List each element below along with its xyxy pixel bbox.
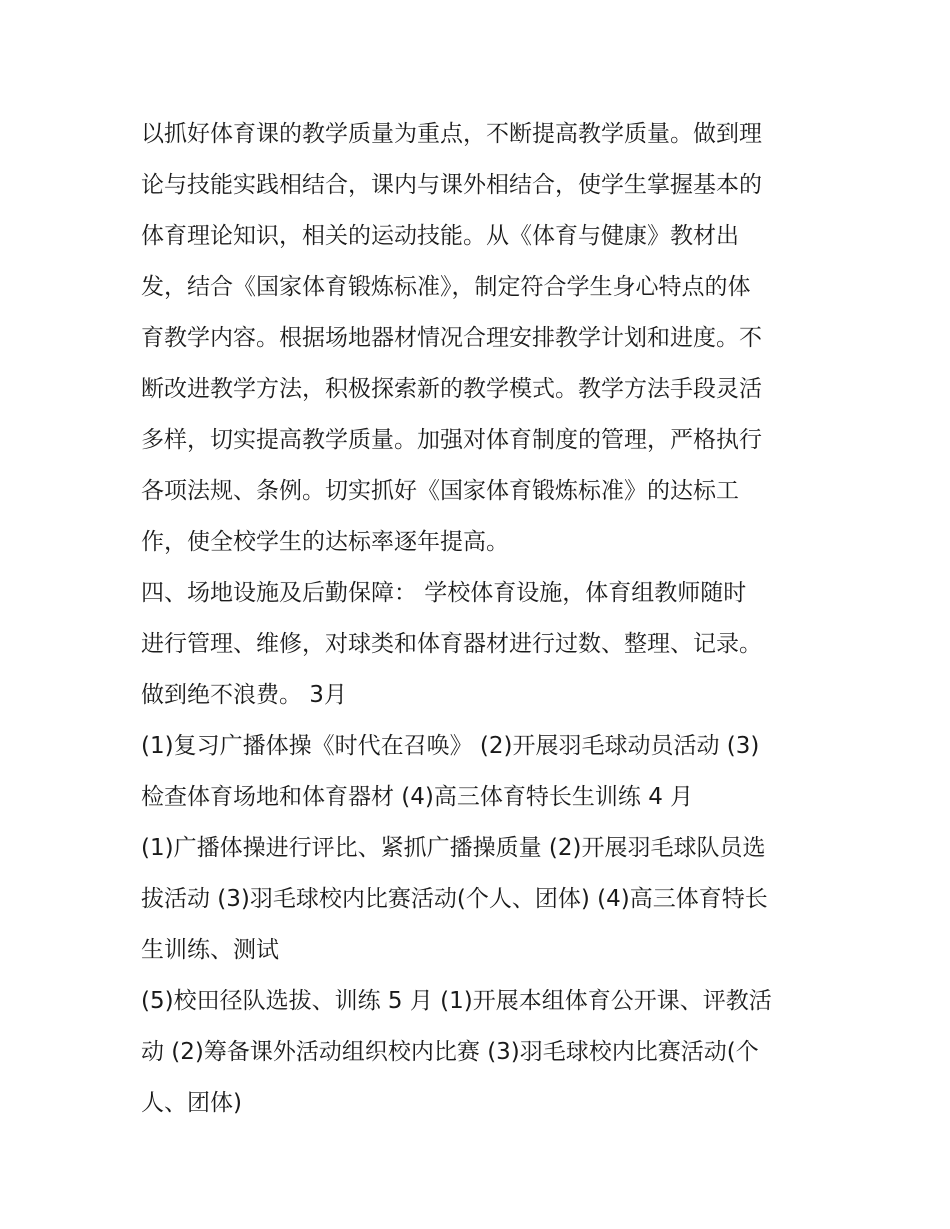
schedule-line: 人、团体) <box>141 1090 242 1116</box>
schedule-line: (1)复习广播体操《时代在召唤》 (2)开展羽毛球动员活动 (3) <box>141 733 760 759</box>
text-line: 育教学内容。根据场地器材情况合理安排教学计划和进度。不 <box>141 325 762 351</box>
schedule-line: (1)广播体操进行评比、紧抓广播操质量 (2)开展羽毛球队员选 <box>141 835 766 861</box>
text-line: 进行管理、维修，对球类和体育器材进行过数、整理、记录。 <box>141 631 762 657</box>
text-line: 各项法规、条例。切实抓好《国家体育锻炼标准》的达标工 <box>141 478 739 504</box>
schedule-line: 检查体育场地和体育器材 (4)高三体育特长生训练 4 月 <box>141 784 694 810</box>
schedule-line: (5)校田径队选拔、训练 5 月 (1)开展本组体育公开课、评教活 <box>141 988 772 1014</box>
text-line: 体育理论知识，相关的运动技能。从《体育与健康》教材出 <box>141 223 739 249</box>
text-line: 作，使全校学生的达标率逐年提高。 <box>141 529 509 555</box>
text-line: 以抓好体育课的教学质量为重点，不断提高教学质量。做到理 <box>141 121 762 147</box>
text-line: 多样，切实提高教学质量。加强对体育制度的管理，严格执行 <box>141 427 762 453</box>
schedule-line: 拔活动 (3)羽毛球校内比赛活动(个人、团体) (4)高三体育特长 <box>141 886 768 912</box>
text-line: 发，结合《国家体育锻炼标准》，制定符合学生身心特点的体 <box>141 274 751 300</box>
schedule-line: 动 (2)筹备课外活动组织校内比赛 (3)羽毛球校内比赛活动(个 <box>141 1039 759 1065</box>
text-line: 论与技能实践相结合，课内与课外相结合，使学生掌握基本的 <box>141 172 762 198</box>
body-text <box>141 109 821 1129</box>
schedule-line: 生训练、测试 <box>141 937 279 963</box>
section-heading-line: 四、场地设施及后勤保障： 学校体育设施，体育组教师随时 <box>141 580 747 606</box>
text-line: 做到绝不浪费。 3月 <box>141 682 347 708</box>
text-line: 断改进教学方法，积极探索新的教学模式。教学方法手段灵活 <box>141 376 762 402</box>
